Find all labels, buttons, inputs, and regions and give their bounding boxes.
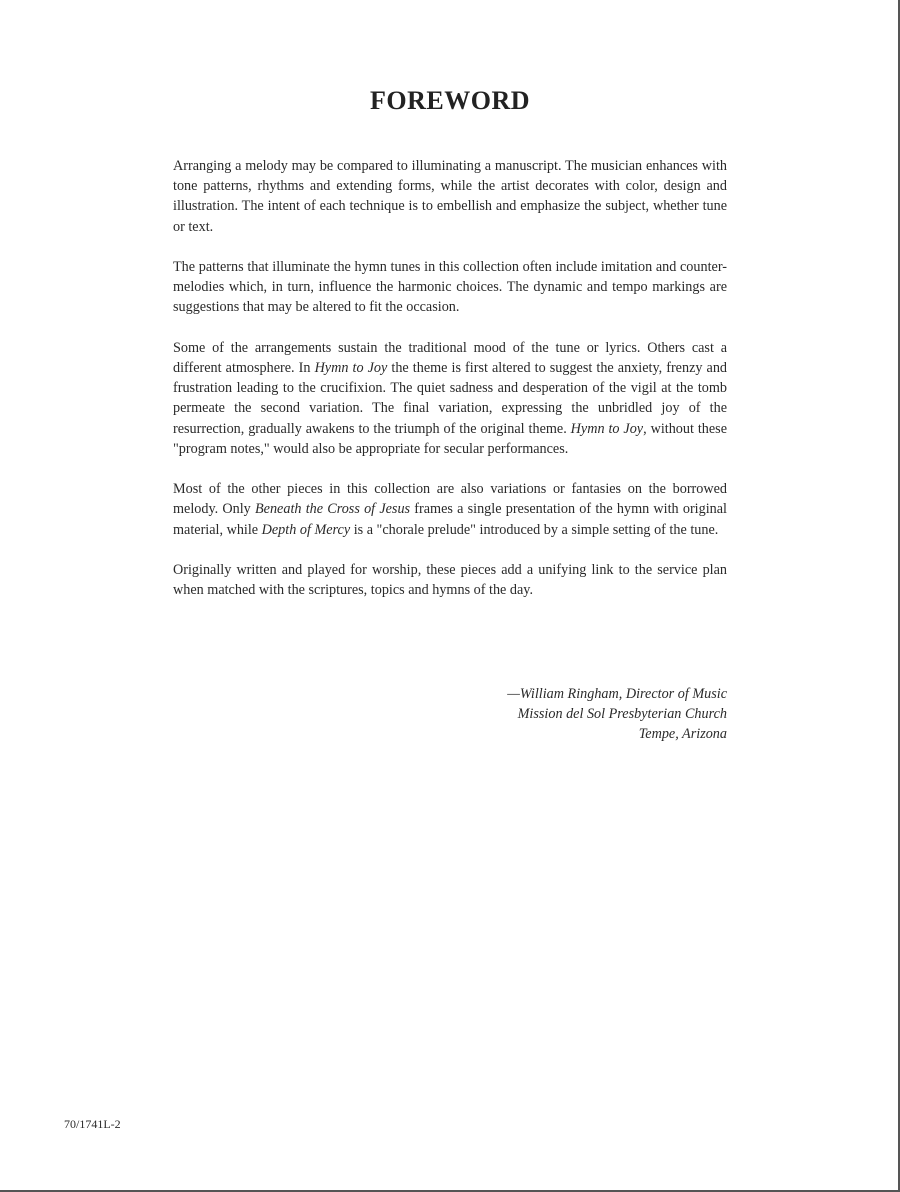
page-title: FOREWORD xyxy=(370,86,530,115)
paragraph-2: The patterns that illuminate the hymn tunes in this collection often include imitation and counter-melodies which, in turn, influence the harmonic choices. The dynamic and tempo markings are suggestions that may be altered to fit the occasion. xyxy=(173,259,727,316)
paragraph-5: Originally written and played for worship, these pieces add a unifying link to the service plan when matched with the scriptures, topics and hymns of the day. xyxy=(173,562,727,599)
paragraph-3-text-b: the theme is first altered to suggest the anxiety, frenzy and frustration leading to the crucifixion. The quiet sadness and desperation of the vigil at the tomb permeate the second variation. The final variation, expressing the unbridled joy of the resurrection, gradually awakens to the triumph of the original theme. xyxy=(173,360,728,437)
signature-block xyxy=(507,684,727,745)
piece-title-hymn-to-joy: Hymn to Joy xyxy=(314,360,388,376)
paragraph-4 xyxy=(173,479,727,540)
piece-title-beneath-the-cross: Beneath the Cross of Jesus xyxy=(255,501,411,518)
paragraph-4-text-c: is a "chorale prelude" introduced by a simple setting of the tune. xyxy=(350,521,719,538)
paragraph-3 xyxy=(173,338,727,459)
paragraph-4-text-b: frames a single presentation of the hymn with original material, while xyxy=(173,501,727,538)
paragraph-1: Arranging a melody may be compared to illuminating a manuscript. The musician enhances with tone patterns, rhythms and extending forms, while the artist decorates with color, design and illustration. The intent of each technique is to embellish and emphasize the subject, whether tune or text. xyxy=(173,158,727,235)
page-code: 70/1741L-2 xyxy=(64,1117,121,1131)
piece-title-hymn-to-joy-2: Hymn to Joy xyxy=(570,420,644,437)
signature-location: Tempe, Arizona xyxy=(638,726,727,743)
paragraph-4-text-a: Most of the other pieces in this collection are also variations or fantasies on the borrowed melody. Only xyxy=(173,481,727,518)
signature-church: Mission del Sol Presbyterian Church xyxy=(517,706,727,723)
piece-title-depth-of-mercy: Depth of Mercy xyxy=(261,521,351,538)
paragraph-3-text-a: Some of the arrangements sustain the traditional mood of the tune or lyrics. Others cast a different atmosphere. In xyxy=(173,339,727,376)
signature-name: —William Ringham, Director of Music xyxy=(507,686,727,702)
paragraph-3-text-c: , without these "program notes," would also be appropriate for secular performances. xyxy=(173,420,727,457)
foreword-body xyxy=(173,156,727,621)
